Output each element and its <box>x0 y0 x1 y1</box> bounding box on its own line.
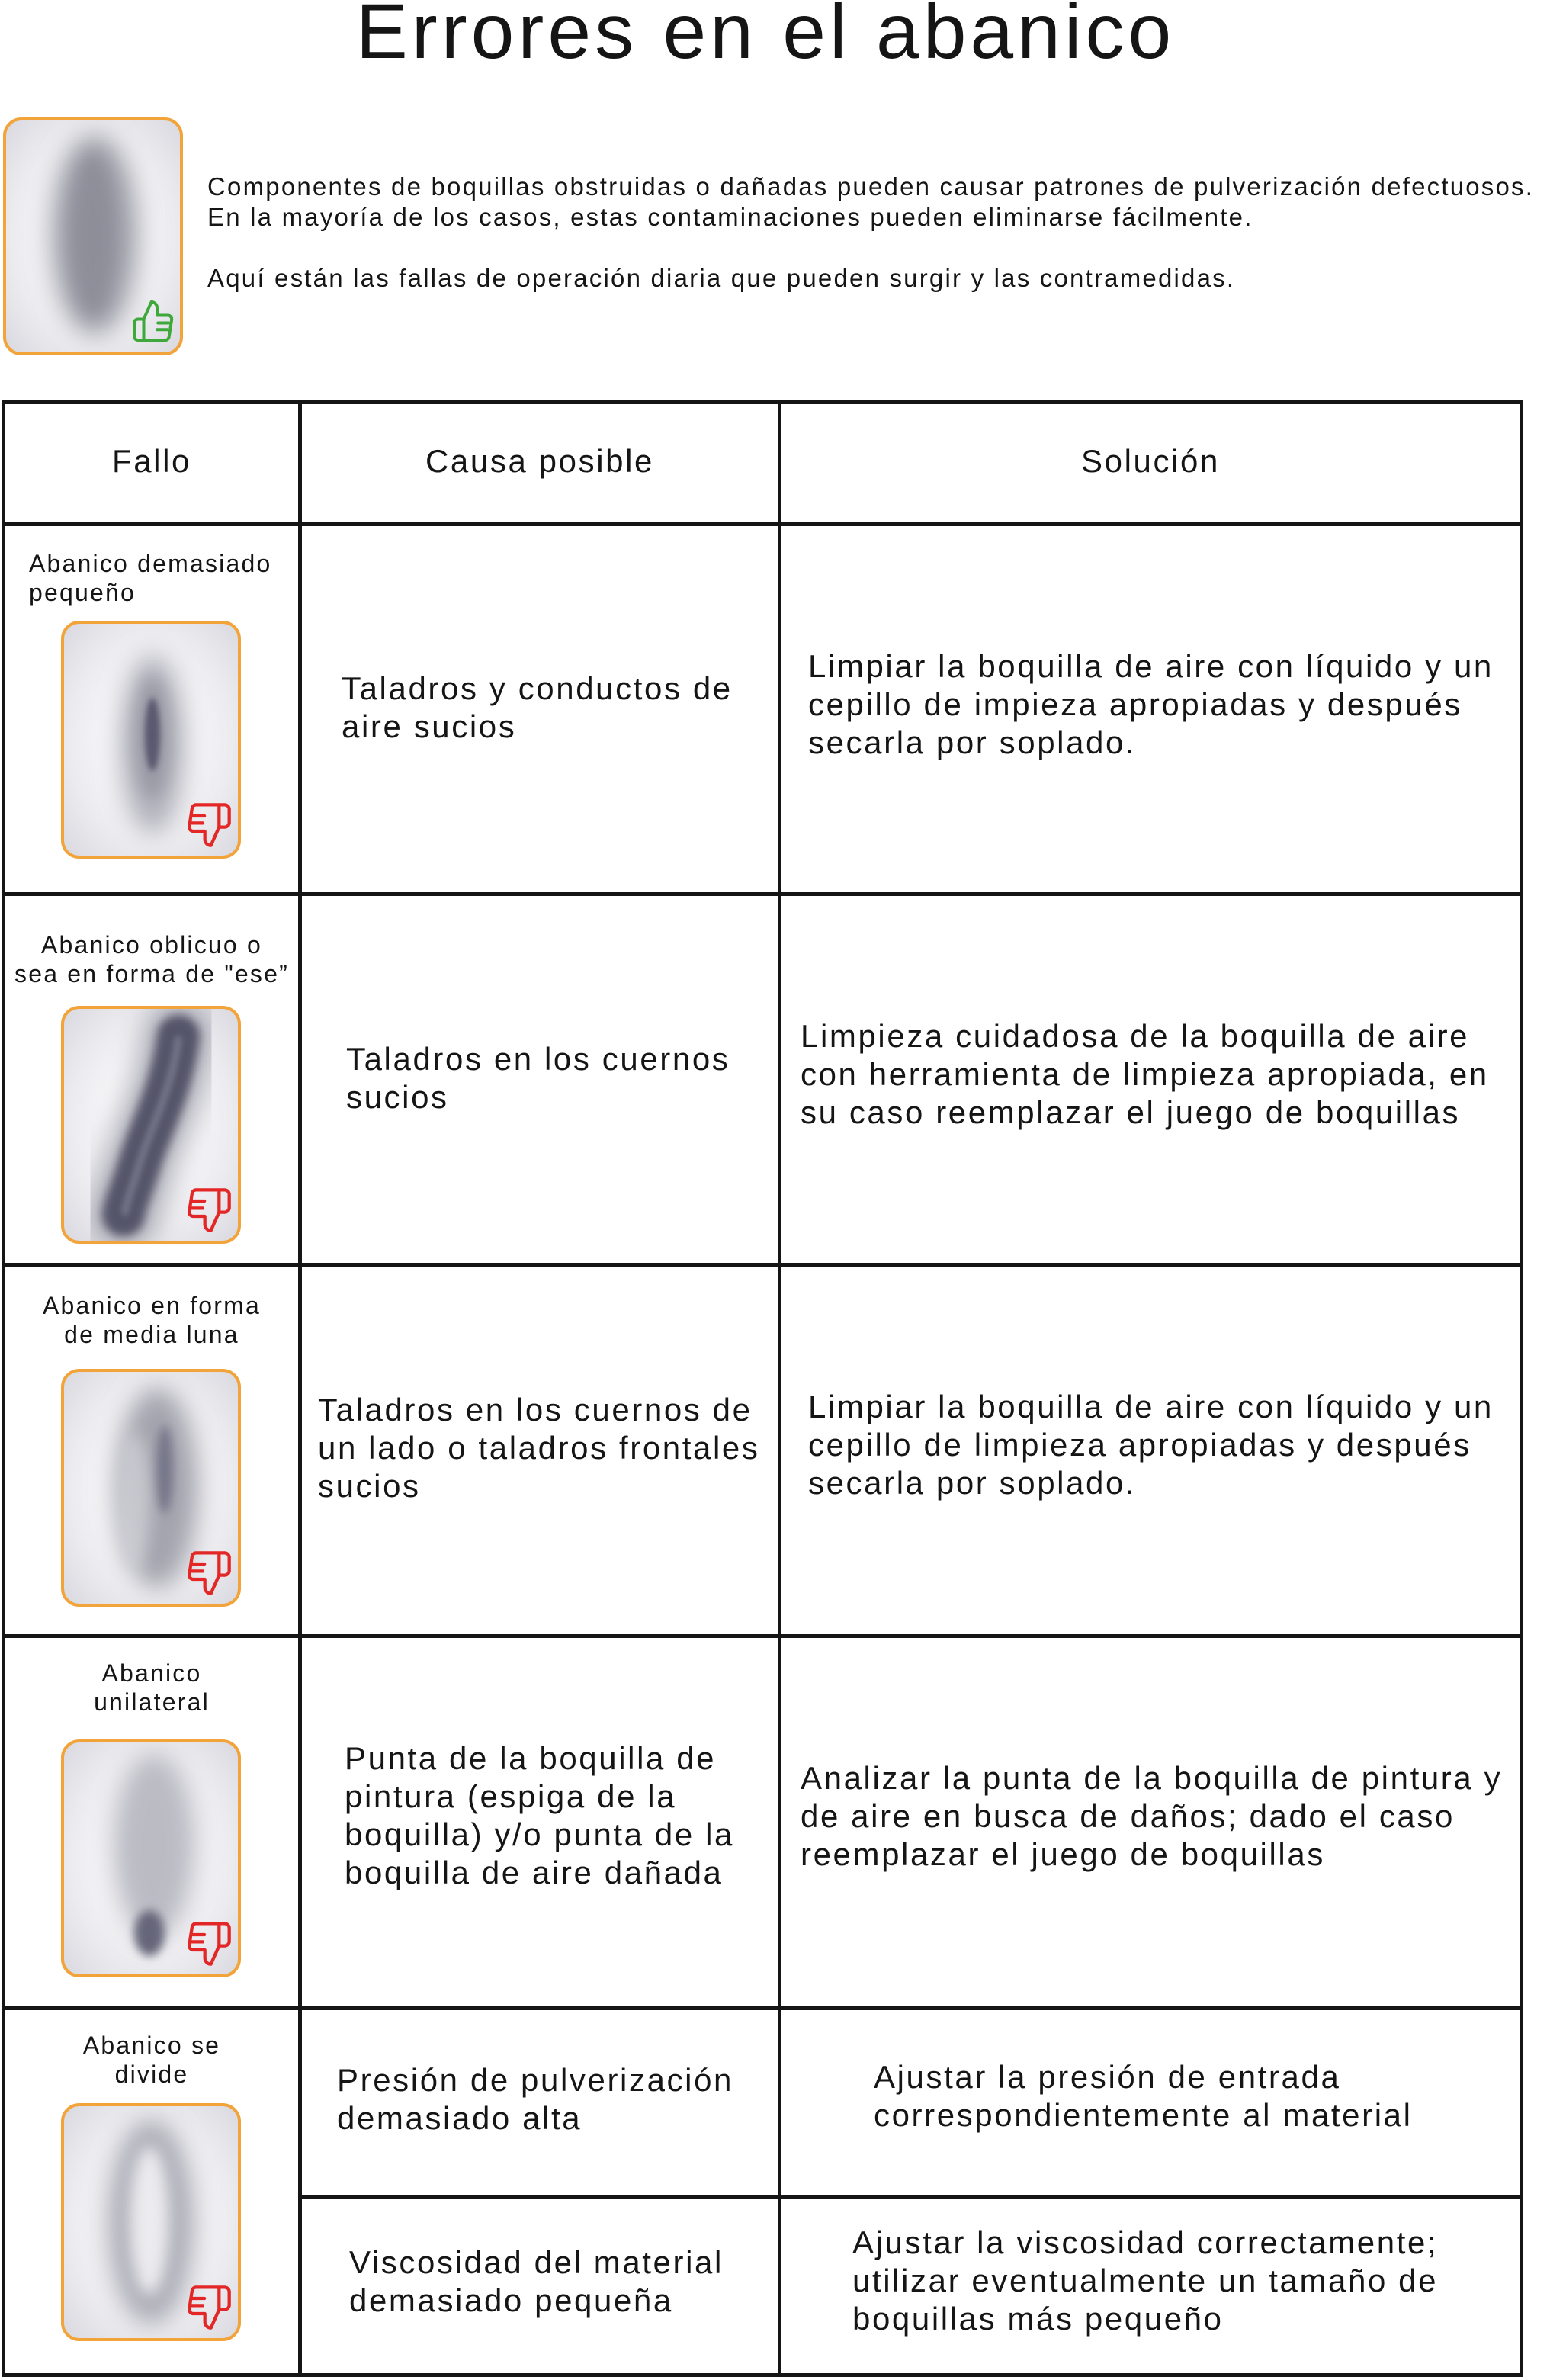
thumbs-up-fingers <box>157 323 168 330</box>
cause-text <box>345 1739 734 1892</box>
fault-label-line: pequeño <box>29 579 136 606</box>
thumbs-down-icon <box>185 2283 233 2332</box>
thumbs-down-glyph <box>185 801 233 850</box>
fault-label <box>5 1291 298 1349</box>
spray-pattern-image <box>61 1006 241 1244</box>
spray-hollow-center <box>130 2146 169 2295</box>
thumbs-down-outline <box>189 1923 229 1964</box>
solution-line: Limpieza cuidadosa de la boquilla de aire <box>801 1018 1470 1054</box>
thumbs-down-glyph <box>185 1186 233 1235</box>
intro-text <box>207 172 1534 294</box>
cause-line: Viscosidad del material <box>349 2244 724 2280</box>
solution-line: correspondientemente al material <box>874 2097 1413 2133</box>
thumbs-down-fingers <box>192 1564 205 1571</box>
table-border <box>2 2373 1523 2377</box>
intro-line: Componentes de boquillas obstruidas o dañadas pueden causar patrones de pulverización defectuosos. <box>207 172 1535 201</box>
fault-label-line: divide <box>114 2060 189 2088</box>
thumbs-up-outline <box>134 302 172 340</box>
cause-line: boquilla de aire dañada <box>345 1855 724 1890</box>
cause-line: sucios <box>346 1079 449 1115</box>
fault-label <box>5 1659 298 1717</box>
spray-mist <box>112 1752 196 1938</box>
thumbs-down-icon <box>185 1186 233 1235</box>
cause-line: sucios <box>318 1468 421 1504</box>
solution-text <box>808 647 1494 762</box>
table-row-divider <box>2 522 1523 526</box>
intro-line: Aquí están las fallas de operación diaria que pueden surgir y las contramedidas. <box>207 264 1236 292</box>
thumbs-down-fingers <box>192 816 205 823</box>
solution-line: boquillas más pequeño <box>852 2301 1224 2337</box>
table-subrow-divider <box>298 2195 1523 2199</box>
thumbs-down-outline <box>189 2287 229 2327</box>
thumbs-down-outline <box>189 1190 229 1230</box>
solution-line: Analizar la punta de la boquilla de pintura y <box>801 1760 1503 1796</box>
cause-line: Taladros en los cuernos <box>346 1041 730 1077</box>
fault-label-line: sea en forma de "ese” <box>14 960 289 988</box>
thumbs-up-icon <box>130 294 176 348</box>
solution-line: Limpiar la boquilla de aire con líquido y un <box>808 648 1494 684</box>
spray-blob <box>134 1910 165 1956</box>
cause-line: pintura (espiga de la <box>345 1778 677 1814</box>
cause-text <box>346 1040 730 1116</box>
thumbs-down-icon <box>185 1549 233 1598</box>
table-row-divider <box>2 2006 1523 2010</box>
thumbs-down-fingers <box>192 2298 205 2305</box>
spray-core <box>156 1425 173 1514</box>
spray-core <box>145 698 160 771</box>
header-solution: Solución <box>1081 443 1220 479</box>
fault-label <box>5 2031 298 2089</box>
cause-text <box>318 1391 759 1505</box>
thumbs-down-icon <box>185 1919 233 1968</box>
solution-line: Limpiar la boquilla de aire con líquido y un <box>808 1389 1494 1424</box>
cause-line: un lado o taladros frontales <box>318 1430 760 1466</box>
cause-text <box>349 2243 724 2320</box>
cause-line: demasiado alta <box>337 2100 582 2136</box>
fault-label <box>5 930 298 988</box>
solution-line: de aire en busca de daños; dado el caso <box>801 1798 1455 1834</box>
solution-line: Ajustar la presión de entrada <box>874 2059 1341 2095</box>
cause-line: boquilla) y/o punta de la <box>345 1816 734 1852</box>
correct-spray-pattern-image <box>3 117 183 355</box>
solution-line: secarla por soplado. <box>808 724 1137 760</box>
thumbs-down-outline <box>189 805 229 845</box>
table-border <box>2 400 1523 404</box>
table-column-divider <box>298 400 302 2377</box>
solution-text <box>801 1017 1489 1132</box>
solution-line: reemplazar el juego de boquillas <box>801 1836 1325 1872</box>
cause-text <box>342 670 733 746</box>
thumbs-down-fingers <box>192 1935 205 1942</box>
spray-pattern-image <box>61 1369 241 1607</box>
solution-line: utilizar eventualmente un tamaño de <box>852 2263 1439 2298</box>
header-cause: Causa posible <box>425 443 654 479</box>
cause-line: Presión de pulverización <box>337 2062 733 2098</box>
table-border <box>1520 400 1523 2377</box>
cause-line: aire sucios <box>342 708 517 744</box>
spray-light-side <box>117 1433 151 1570</box>
fault-label <box>29 549 271 607</box>
header-fault: Fallo <box>111 443 192 479</box>
spray-pattern-image <box>61 621 241 859</box>
cause-line: Punta de la boquilla de <box>345 1740 717 1776</box>
cause-line: demasiado pequeña <box>349 2282 673 2318</box>
fault-label-line: Abanico en forma <box>42 1292 261 1319</box>
solution-text <box>852 2224 1438 2338</box>
solution-line: su caso reemplazar el juego de boquillas <box>801 1094 1461 1130</box>
solution-text <box>808 1388 1494 1502</box>
thumbs-up-glyph <box>130 294 176 348</box>
table-row-divider <box>2 892 1523 896</box>
solution-line: Ajustar la viscosidad correctamente; <box>852 2224 1439 2260</box>
solution-line: con herramienta de limpieza apropiada, en <box>801 1056 1489 1092</box>
solution-line: secarla por soplado. <box>808 1465 1137 1501</box>
thumbs-down-glyph <box>185 1549 233 1598</box>
page-title: Errores en el abanico <box>355 0 1176 75</box>
solution-line: cepillo de limpieza apropiadas y después <box>808 1427 1471 1463</box>
fault-label-line: Abanico <box>101 1659 202 1687</box>
thumbs-down-glyph <box>185 2283 233 2332</box>
intro-line: En la mayoría de los casos, estas contaminaciones pueden eliminarse fácilmente. <box>207 203 1253 231</box>
cause-line: Taladros en los cuernos de <box>318 1392 753 1428</box>
spray-core <box>70 155 116 315</box>
thumbs-down-fingers <box>192 1201 205 1208</box>
spray-pattern-image <box>61 1739 241 1977</box>
spray-pattern-image <box>61 2103 241 2341</box>
table-row-divider <box>2 1263 1523 1267</box>
table-row-divider <box>2 1634 1523 1638</box>
fault-label-line: Abanico oblicuo o <box>40 931 263 959</box>
fault-label-line: Abanico demasiado <box>29 550 272 577</box>
fault-label-line: de media luna <box>64 1321 239 1348</box>
cause-line: Taladros y conductos de <box>342 670 733 706</box>
thumbs-down-icon <box>185 801 233 850</box>
fault-label-line: unilateral <box>94 1688 210 1716</box>
thumbs-down-outline <box>189 1553 229 1593</box>
table-column-divider <box>778 400 781 2377</box>
thumbs-down-glyph <box>185 1919 233 1968</box>
solution-text <box>874 2058 1413 2134</box>
fault-label-line: Abanico se <box>82 2032 221 2059</box>
solution-line: cepillo de impieza apropiadas y después <box>808 686 1462 722</box>
cause-text <box>337 2061 733 2138</box>
solution-text <box>801 1759 1502 1874</box>
